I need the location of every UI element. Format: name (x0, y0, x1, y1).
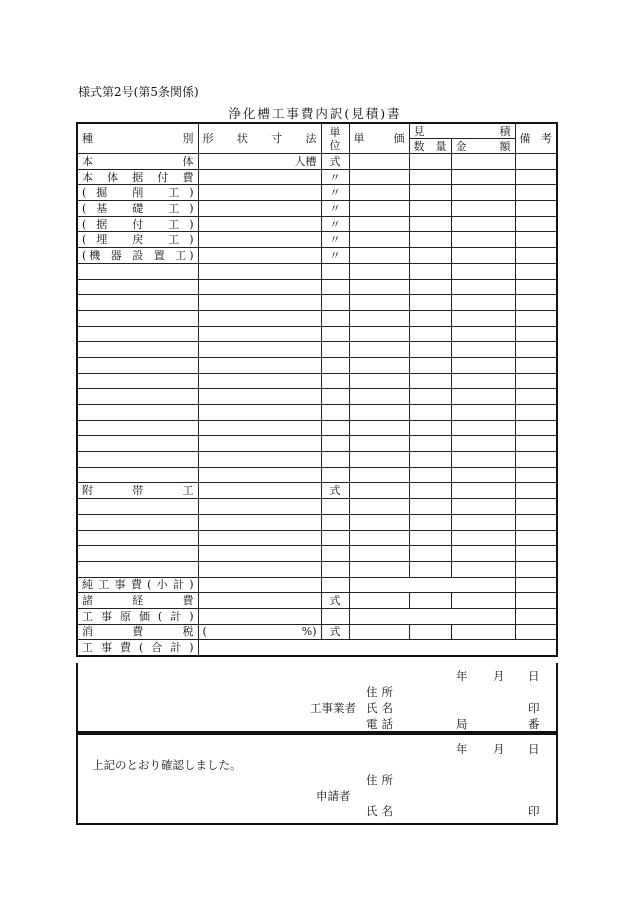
header-estimate: 見積 (409, 123, 515, 139)
blank-row (77, 405, 557, 421)
phone-number: 番 (528, 717, 540, 731)
ditto-mark: 〃 (321, 185, 349, 201)
contractor-seal: 印 (528, 701, 540, 715)
blank-row (77, 561, 557, 577)
header-remarks: 備考 (515, 123, 557, 154)
blank-row (77, 357, 557, 373)
blank-row (77, 420, 557, 436)
header-shape: 形状寸法 (198, 123, 321, 154)
header-unit-price: 単価 (349, 123, 409, 154)
row-main-body (77, 154, 557, 170)
label-foundation: 基礎工 (96, 201, 180, 215)
row-mounting: ( 据付工 ) 〃 (77, 216, 557, 232)
tax-close: %) (301, 625, 317, 639)
blank-row (77, 436, 557, 452)
blank-row (77, 263, 557, 279)
applicant-seal: 印 (528, 804, 540, 818)
contractor-section (76, 663, 558, 733)
header-amount: 金額 (451, 139, 515, 154)
applicant-name-label: 氏名 (366, 804, 397, 818)
ditto-mark: 〃 (321, 169, 349, 185)
applicant-day: 日 (528, 742, 540, 756)
applicant-section (76, 733, 558, 825)
header-type: 種別 (77, 123, 198, 154)
applicant-year: 年 (456, 742, 468, 756)
blank-row (77, 514, 557, 530)
row-installation (77, 169, 557, 185)
label-equipment: 機器設置工 (89, 248, 187, 262)
main-body-unit-text: 人槽 (198, 154, 321, 170)
blank-row (77, 499, 557, 515)
main-body-unit: 式 (321, 154, 349, 170)
confirmation-text: 上記のとおり確認しました。 (92, 758, 242, 772)
contractor-month: 月 (493, 669, 505, 683)
misc-unit: 式 (321, 593, 349, 609)
blank-row (77, 389, 557, 405)
blank-row (77, 452, 557, 468)
applicant-month: 月 (493, 742, 505, 756)
blank-row (77, 310, 557, 326)
row-ancillary (77, 483, 557, 499)
row-tax (77, 624, 557, 640)
label-cost: 工事原価(計) (77, 608, 198, 624)
row-backfill: ( 埋戻工 ) 〃 (77, 232, 557, 248)
label-mounting: 据付工 (96, 217, 180, 231)
blank-row (77, 467, 557, 483)
label-total: 工事費(合計) (77, 640, 198, 656)
blank-row (77, 279, 557, 295)
row-misc (77, 593, 557, 609)
blank-row (77, 295, 557, 311)
row-total (77, 640, 557, 656)
ditto-mark: 〃 (321, 201, 349, 217)
ditto-mark: 〃 (321, 248, 349, 264)
applicant-address-label: 住所 (366, 773, 397, 787)
tax-open: ( (202, 625, 207, 639)
header-unit: 単位 (321, 123, 349, 154)
label-misc: 諸経費 (77, 593, 198, 609)
tax-unit: 式 (321, 624, 349, 640)
row-cost (77, 608, 557, 624)
label-backfill: 埋戻工 (96, 233, 180, 247)
header-quantity: 数量 (409, 139, 451, 154)
form-number: 様式第2号(第5条関係) (78, 85, 199, 99)
estimate-table (76, 122, 558, 657)
row-subtotal (77, 577, 557, 593)
applicant-label: 申請者 (316, 789, 351, 803)
contractor-label: 工事業者 (310, 701, 356, 715)
row-foundation: ( 基礎工 ) 〃 (77, 201, 557, 217)
blank-row (77, 326, 557, 342)
phone-exchange: 局 (456, 717, 468, 731)
row-excavation: ( 掘削工 ) 〃 (77, 185, 557, 201)
contractor-address-label: 住所 (366, 685, 397, 699)
label-main-body: 本体 (77, 154, 198, 170)
row-equipment: ( 機器設置工 ) 〃 (77, 248, 557, 264)
ancillary-unit: 式 (321, 483, 349, 499)
contractor-year: 年 (456, 669, 468, 683)
ditto-mark: 〃 (321, 216, 349, 232)
document-title: 浄化槽工事費内訳(見積)書 (228, 106, 402, 121)
header-row-1 (77, 123, 557, 139)
blank-row (77, 342, 557, 358)
contractor-day: 日 (528, 669, 540, 683)
blank-row (77, 546, 557, 562)
label-excavation: 掘削工 (96, 186, 180, 200)
contractor-name-label: 氏名 (366, 701, 397, 715)
label-ancillary: 附帯工 (77, 483, 198, 499)
label-subtotal: 純工事費(小計) (77, 577, 198, 593)
blank-row (77, 530, 557, 546)
label-tax: 消費税 (77, 624, 198, 640)
blank-row (77, 373, 557, 389)
label-installation: 本体据付費 (77, 169, 198, 185)
ditto-mark: 〃 (321, 232, 349, 248)
contractor-phone-label: 電話 (366, 717, 397, 731)
